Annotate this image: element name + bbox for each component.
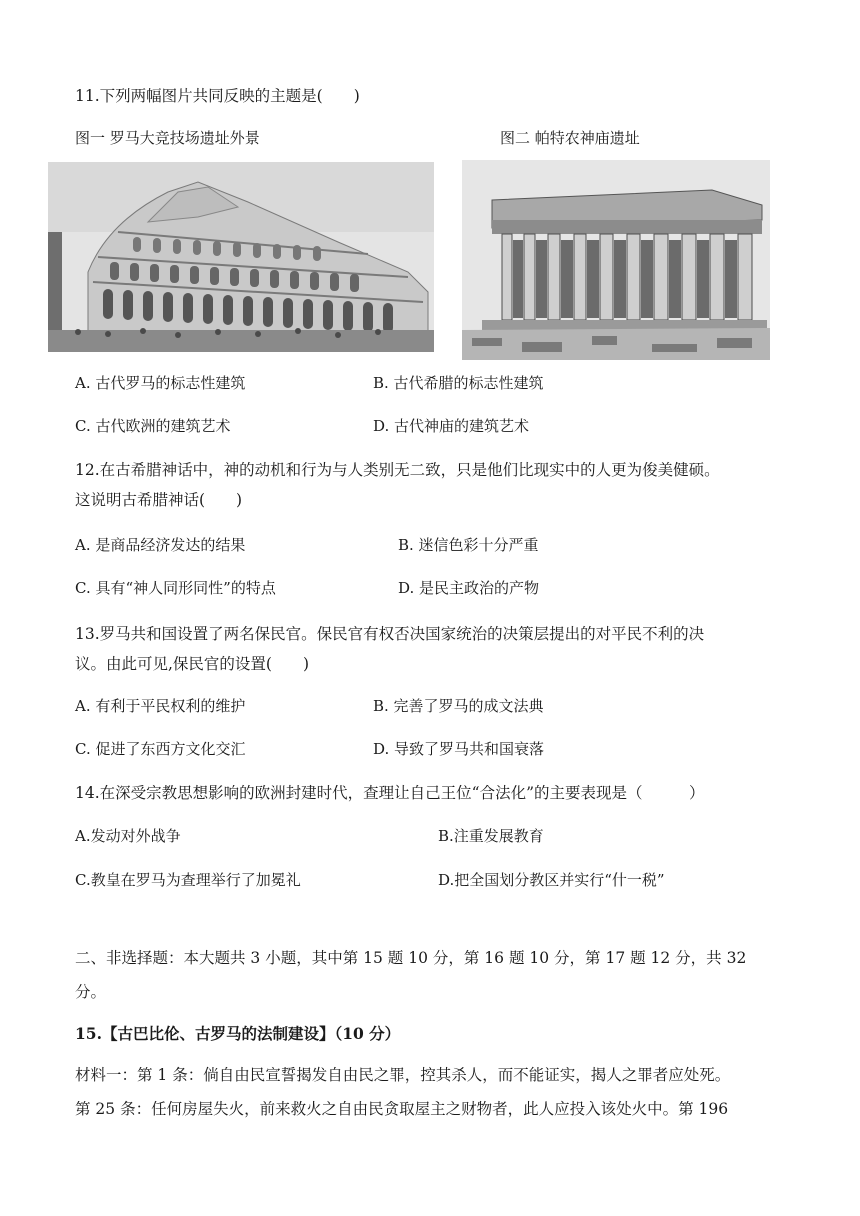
q14-option-a: A.发动对外战争 [75, 827, 181, 845]
q12-option-a: A. 是商品经济发达的结果 [75, 536, 246, 554]
colosseum-photo [48, 162, 434, 352]
q12-option-b: B. 迷信色彩十分严重 [398, 536, 539, 554]
parthenon-photo [462, 160, 770, 360]
q12-stem-line2: 这说明古希腊神话( ) [75, 491, 243, 509]
q15-material-line2: 第 25 条：任何房屋失火，前来救火之自由民贪取屋主之财物者，此人应投入该处火中。第 196 [75, 1100, 729, 1118]
q11-option-d: D. 古代神庙的建筑艺术 [373, 417, 530, 435]
q13-stem-line1: 13.罗马共和国设置了两名保民官。保民官有权否决国家统治的决策层提出的对平民不利的决 [75, 625, 705, 643]
q13-option-d: D. 导致了罗马共和国衰落 [373, 740, 545, 758]
q13-stem-line2: 议。由此可见,保民官的设置( ) [75, 655, 310, 673]
q13-option-c: C. 促进了东西方文化交汇 [75, 740, 246, 758]
q15-title: 15.【古巴比伦、古罗马的法制建设】（10 分） [75, 1024, 401, 1043]
q11-option-b: B. 古代希腊的标志性建筑 [373, 374, 544, 392]
q11-option-a: A. 古代罗马的标志性建筑 [75, 374, 246, 392]
q14-option-c: C.教皇在罗马为查理举行了加冕礼 [75, 871, 301, 889]
q13-option-a: A. 有利于平民权利的维护 [75, 697, 246, 715]
section2-heading-line2: 分。 [75, 983, 107, 1001]
q14-option-d: D.把全国划分教区并实行“什一税” [438, 871, 665, 889]
q14-option-b: B.注重发展教育 [438, 827, 544, 845]
q15-material-line1: 材料一：第 1 条：倘自由民宣誓揭发自由民之罪，控其杀人，而不能证实，揭人之罪者应处死。 [75, 1066, 731, 1084]
q11-stem: 11.下列两幅图片共同反映的主题是( ) [75, 87, 360, 105]
q11-option-c: C. 古代欧洲的建筑艺术 [75, 417, 231, 435]
q13-option-b: B. 完善了罗马的成文法典 [373, 697, 544, 715]
fig1-caption: 图一 罗马大竞技场遗址外景 [75, 129, 260, 147]
fig2-caption: 图二 帕特农神庙遗址 [500, 129, 640, 147]
q12-option-c: C. 具有“神人同形同性”的特点 [75, 579, 276, 597]
q12-stem-line1: 12.在古希腊神话中，神的动机和行为与人类别无二致，只是他们比现实中的人更为俊美健硕。 [75, 461, 720, 479]
q14-stem: 14.在深受宗教思想影响的欧洲封建时代，查理让自己王位“合法化”的主要表现是（ ） [75, 784, 705, 802]
q12-option-d: D. 是民主政治的产物 [398, 579, 540, 597]
section2-heading-line1: 二、非选择题：本大题共 3 小题，其中第 15 题 10 分，第 16 题 10 分，第 17 题 12 分，共 32 [75, 949, 747, 967]
